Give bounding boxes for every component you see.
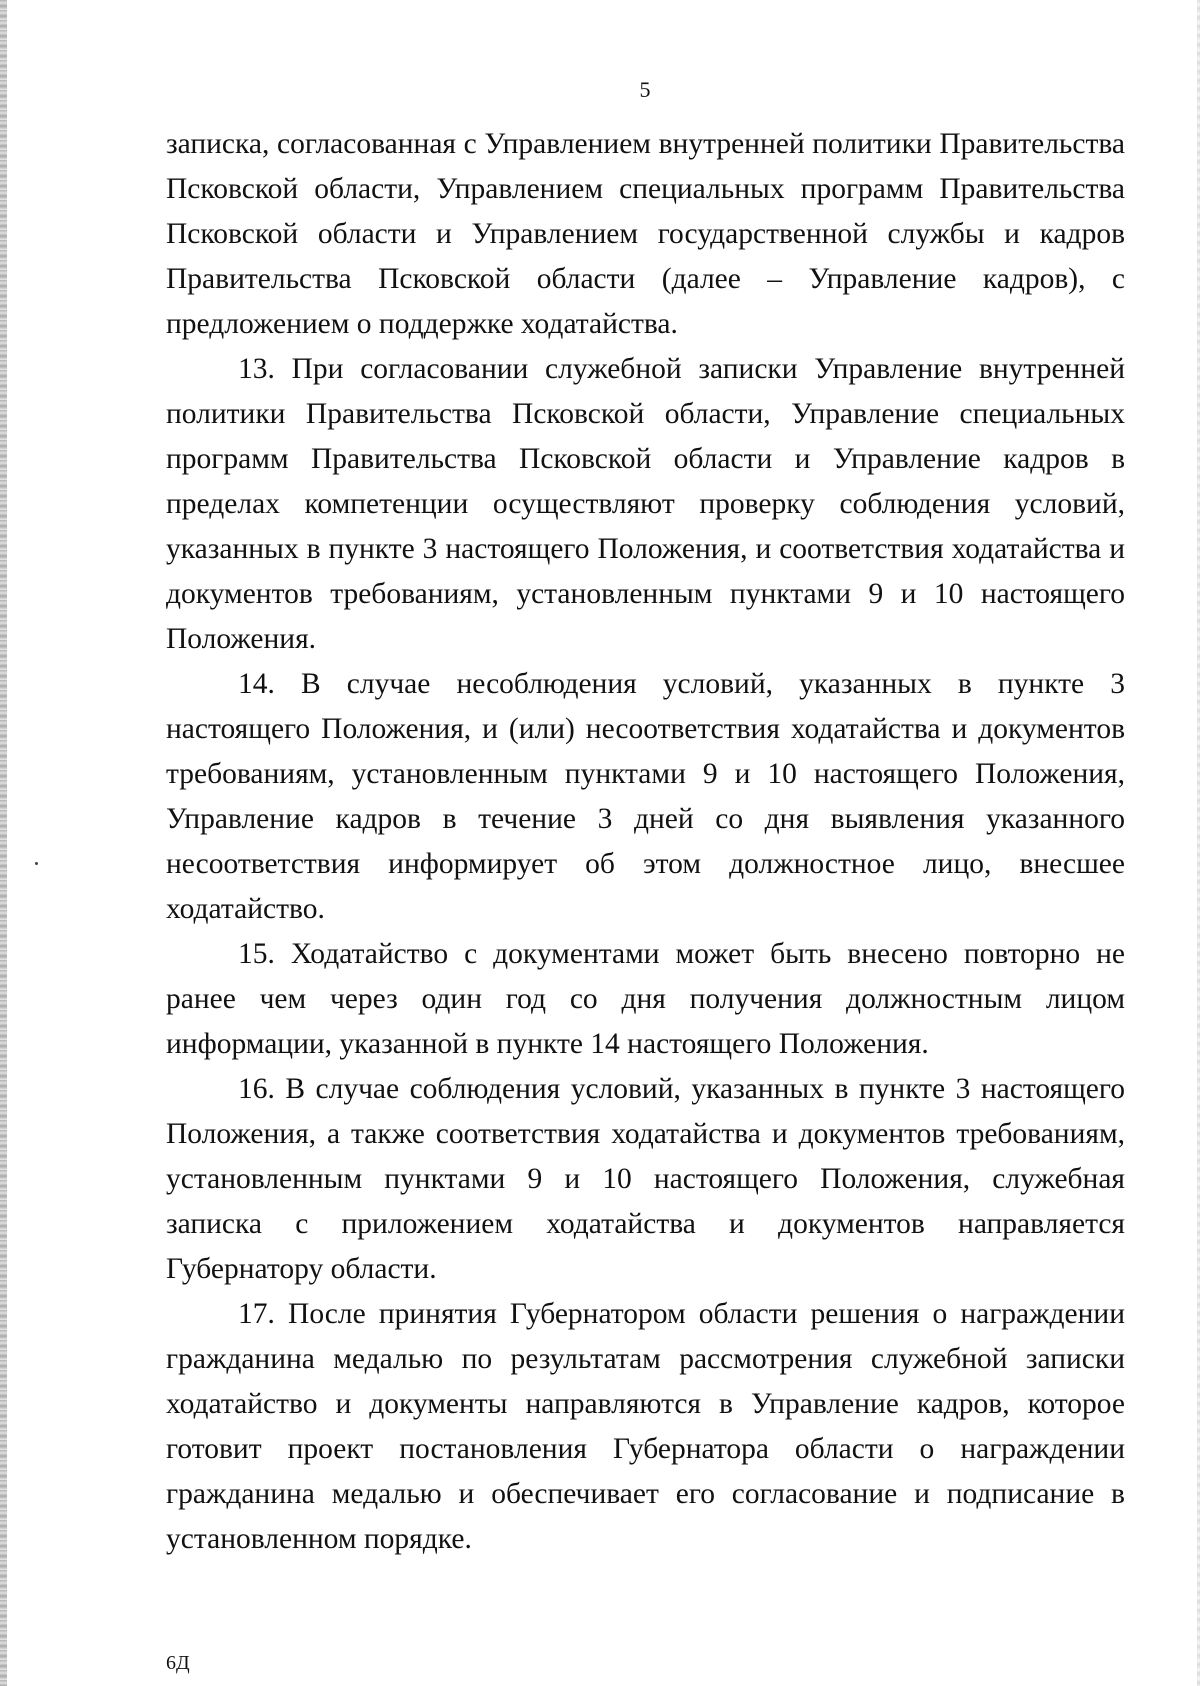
paragraph-13: 13. При согласовании служебной записки Управление внутренней политики Правительства Псковской области, Управление специальных программ Правительства Псковской области и Управление кадров в пределах компетенции осуществляют проверку соблюдения условий, указанных в пункте 3 настоящего Положения, и соответствия ходатайства и документов требованиям, установленным пунктами 9 и 10 настоящего Положения. — [166, 353, 1125, 655]
paragraph-15: 15. Ходатайство с документами может быть внесено повторно не ранее чем через один год со дня получения должностным лицом информации, указанной в пункте 14 настоящего Положения. — [166, 938, 1125, 1060]
page-number: 5 — [639, 77, 651, 102]
paragraph-16: 16. В случае соблюдения условий, указанных в пункте 3 настоящего Положения, а также соответствия ходатайства и документов требованиям, установленным пунктами 9 и 10 настоящего Положения, служебная записка с приложением ходатайства и документов направляется Губернатору области. — [166, 1073, 1125, 1285]
footer-code: 6Д — [166, 1652, 190, 1674]
paragraph-continuation: записка, согласованная с Управлением внутренней политики Правительства Псковской области, Управлением специальных программ Правительства Псковской области и Управлением государственной службы и кадров Правительства Псковской области (далее – Управление кадров), с предложением о поддержке ходатайства. — [166, 128, 1125, 340]
document-body — [166, 122, 1125, 1562]
paragraph-14: 14. В случае несоблюдения условий, указанных в пункте 3 настоящего Положения, и (или) несоответствия ходатайства и документов требованиям, установленным пунктами 9 и 10 настоящего Положения, Управление кадров в течение 3 дней со дня выявления указанного несоответствия информирует об этом должностное лицо, внесшее ходатайство. — [166, 668, 1125, 925]
scan-edge — [0, 0, 7, 1686]
scan-speck — [35, 862, 38, 865]
paragraph-17: 17. После принятия Губернатором области решения о награждении гражданина медалью по результатам рассмотрения служебной записки ходатайство и документы направляются в Управление кадров, которое готовит проект постановления Губернатора области о награждении гражданина медалью и обеспечивает его согласование и подписание в установленном порядке. — [166, 1298, 1125, 1555]
